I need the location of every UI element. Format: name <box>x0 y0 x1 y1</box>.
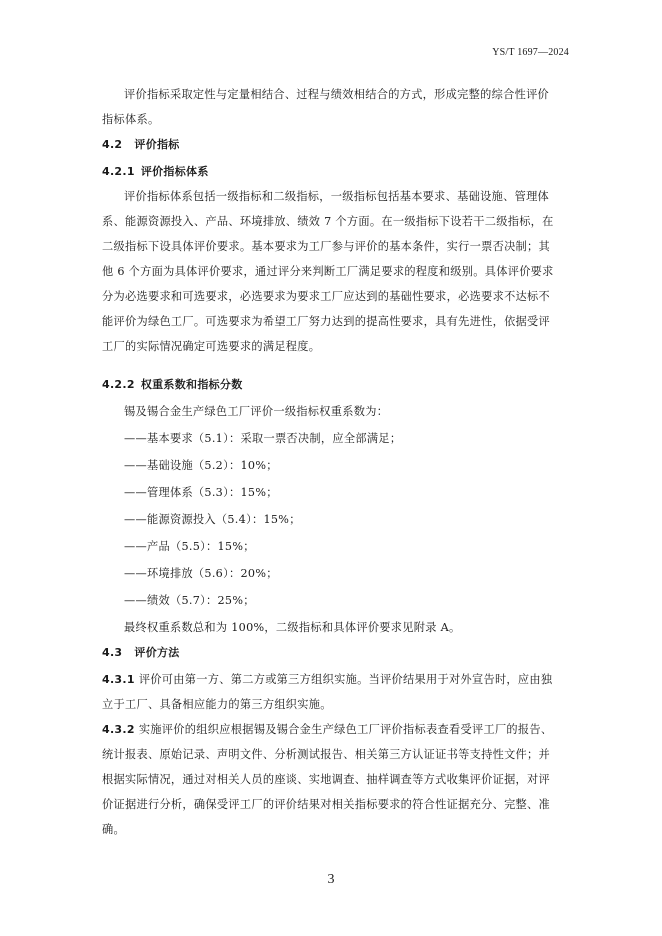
section-heading-4-2-2 <box>102 372 243 397</box>
clause-4-3-1 <box>102 667 562 717</box>
indicator-system-paragraph <box>102 184 562 359</box>
standard-number: YS/T 1697—2024 <box>492 47 569 58</box>
clause-number: 4.3.1 <box>102 673 135 686</box>
weight-closing <box>102 615 562 640</box>
text-line: 评价指标体系包括一级指标和二级指标，一级指标包括基本要求、基础设施、管理体 <box>124 190 550 203</box>
section-heading-4-2 <box>102 132 180 157</box>
text-line: 分为必选要求和可选要求，必选要求为要求工厂应达到的基础性要求，必选要求不达标不 <box>102 290 551 303</box>
clause-number: 4.3.2 <box>102 723 135 736</box>
section-heading-4-3 <box>102 640 180 665</box>
text-line: 锡及锡合金生产绿色工厂评价一级指标权重系数为： <box>124 405 389 418</box>
list-item: ——能源资源投入（5.4）：15%； <box>124 513 301 526</box>
text-line: 二级指标下设具体评价要求。基本要求为工厂参与评价的基本条件，实行一票否决制；其 <box>102 240 551 253</box>
list-item: ——基础设施（5.2）：10%； <box>124 459 278 472</box>
list-item: ——环境排放（5.6）：20%； <box>124 567 278 580</box>
text-line <box>102 667 562 692</box>
list-item: ——管理体系（5.3）：15%； <box>124 486 278 499</box>
list-item: ——产品（5.5）：15%； <box>124 540 255 553</box>
clause-text: 实施评价的组织应根据锡及锡合金生产绿色工厂评价指标表查看受评工厂的报告、 <box>138 723 553 736</box>
text-line: 确。 <box>102 823 125 836</box>
section-number: 4.2.1 <box>102 165 135 178</box>
text-line: 能评价为绿色工厂。可选要求为希望工厂努力达到的提高性要求，具有先进性，依据受评 <box>102 315 551 328</box>
text-line: 工厂的实际情况确定可选要求的满足程度。 <box>102 340 321 353</box>
section-heading-4-2-1 <box>102 159 209 184</box>
list-item: ——基本要求（5.1）：采取一票否决制，应全部满足； <box>124 432 402 445</box>
intro-paragraph <box>102 82 562 132</box>
text-line: 最终权重系数总和为 100%，二级指标和具体评价要求见附录 A。 <box>124 621 461 634</box>
clause-text: 评价可由第一方、第二方或第三方组织实施。当评价结果用于对外宣告时，应由独 <box>138 673 553 686</box>
text-line: 价证据进行分析，确保受评工厂的评价结果对相关指标要求的符合性证据充分、完整、准 <box>102 798 551 811</box>
list-item: ——绩效（5.7）：25%； <box>124 594 255 607</box>
text-line <box>102 717 562 742</box>
weight-lead <box>102 399 562 424</box>
text-line: 指标体系。 <box>102 113 160 126</box>
page-number: 3 <box>327 872 335 887</box>
text-line: 立于工厂、具备相应能力的第三方组织实施。 <box>102 698 332 711</box>
section-number: 4.3 <box>102 646 123 659</box>
section-title: 评价方法 <box>134 646 180 659</box>
text-line: 系、能源资源投入、产品、环境排放、绩效 7 个方面。在一级指标下设若干二级指标，在 <box>102 215 554 228</box>
section-title: 评价指标 <box>134 138 180 151</box>
clause-4-3-2 <box>102 717 562 842</box>
section-title: 评价指标体系 <box>140 165 209 178</box>
section-number: 4.2 <box>102 138 123 151</box>
text-line: 根据实际情况，通过对相关人员的座谈、实地调查、抽样调查等方式收集评价证据，对评 <box>102 773 551 786</box>
text-line: 统计报表、原始记录、声明文件、分析测试报告、相关第三方认证证书等支持性文件；并 <box>102 748 551 761</box>
section-title: 权重系数和指标分数 <box>140 378 243 391</box>
text-line: 他 6 个方面为具体评价要求，通过评分来判断工厂满足要求的程度和级别。具体评价要求 <box>102 265 554 278</box>
text-line: 评价指标采取定性与定量相结合、过程与绩效相结合的方式，形成完整的综合性评价 <box>124 88 550 101</box>
section-number: 4.2.2 <box>102 378 135 391</box>
